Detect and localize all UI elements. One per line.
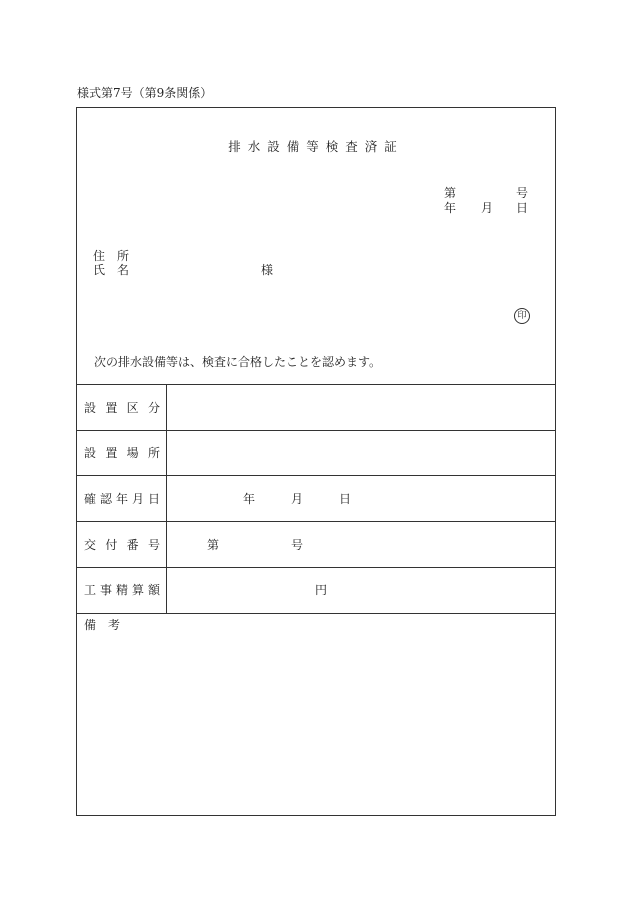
number-suffix: 号	[516, 186, 529, 200]
confirmation-year-label: 年	[243, 492, 256, 506]
issue-month-label: 月	[481, 201, 494, 215]
honorific-label: 様	[261, 263, 274, 277]
confirmation-month-label: 月	[291, 492, 304, 506]
seal-mark-icon: 印	[514, 308, 530, 324]
form-number-label: 様式第7号（第9条関係）	[77, 86, 213, 100]
remarks-label: 備 考	[84, 618, 121, 632]
table-top-border	[77, 384, 555, 385]
confirmation-date-label: 確 認 年 月 日	[84, 492, 160, 506]
certificate-title: 排水設備等検査済証	[228, 139, 404, 154]
label-column-divider	[166, 384, 167, 613]
construction-cost-label: 工 事 精 算 額	[84, 583, 160, 597]
yen-unit-label: 円	[315, 583, 328, 597]
issue-number-suffix: 号	[291, 538, 304, 552]
confirmation-day-label: 日	[339, 492, 352, 506]
issue-day-label: 日	[516, 201, 529, 215]
row-divider	[77, 475, 555, 476]
row-divider	[77, 521, 555, 522]
issue-year-label: 年	[444, 201, 457, 215]
remarks-top-border	[77, 613, 555, 614]
issue-number-label: 交 付 番 号	[84, 538, 160, 552]
certificate-frame	[76, 107, 556, 816]
approval-statement: 次の排水設備等は、検査に合格したことを認めます。	[94, 355, 382, 369]
installation-category-label: 設 置 区 分	[84, 401, 160, 415]
issue-number-prefix: 第	[207, 538, 220, 552]
row-divider	[77, 430, 555, 431]
row-divider	[77, 567, 555, 568]
number-prefix: 第	[444, 186, 457, 200]
installation-location-label: 設 置 場 所	[84, 446, 160, 460]
address-label: 住 所	[93, 249, 130, 263]
name-label: 氏 名	[93, 263, 130, 277]
